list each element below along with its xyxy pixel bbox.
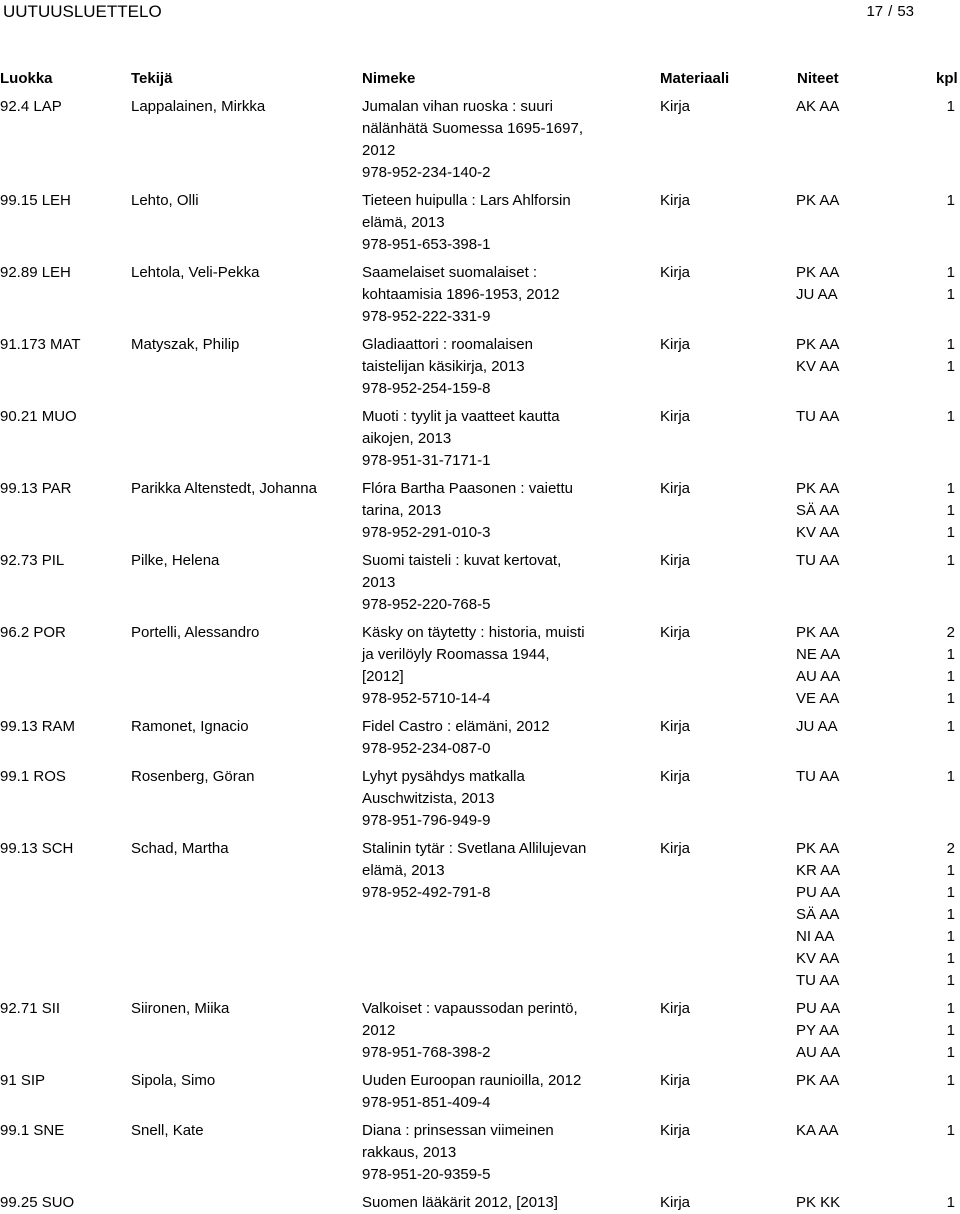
material: Kirja xyxy=(660,840,691,857)
catalog-row xyxy=(0,838,960,992)
title-line: 2012 xyxy=(362,1022,396,1039)
title-block xyxy=(362,406,647,472)
material: Kirja xyxy=(660,1072,691,1089)
title-block xyxy=(362,550,647,616)
title-line: tarina, 2013 xyxy=(362,502,442,519)
classification: 99.25 SUO xyxy=(0,1194,75,1211)
holding-count: 1 xyxy=(946,1072,955,1089)
author: Snell, Kate xyxy=(131,1122,204,1139)
catalog-list xyxy=(0,96,960,1214)
current-page: 17 xyxy=(866,3,884,20)
holding-location: NE AA xyxy=(796,646,841,663)
holdings-quantities xyxy=(940,1070,955,1092)
classification: 99.13 PAR xyxy=(0,480,72,497)
author: Portelli, Alessandro xyxy=(131,624,260,641)
title-line: 978-951-653-398-1 xyxy=(362,236,491,253)
material: Kirja xyxy=(660,480,691,497)
holding-count: 1 xyxy=(946,718,955,735)
holding-location: SÄ AA xyxy=(796,502,840,519)
holding-count: 1 xyxy=(946,502,955,519)
catalog-row xyxy=(0,1070,960,1114)
holdings-locations xyxy=(796,334,839,378)
material: Kirja xyxy=(660,408,691,425)
title-block xyxy=(362,1120,647,1186)
holdings-quantities xyxy=(940,96,955,118)
title-block xyxy=(362,478,647,544)
title-block xyxy=(362,716,647,760)
author: Lehtola, Veli-Pekka xyxy=(131,264,260,281)
holding-location: KV AA xyxy=(796,524,840,541)
holding-count: 1 xyxy=(946,884,955,901)
holding-count: 1 xyxy=(946,768,955,785)
column-header-material: Materiaali xyxy=(660,70,730,87)
title-line: Fidel Castro : elämäni, 2012 xyxy=(362,718,550,735)
title-block xyxy=(362,190,647,256)
title-line: 978-951-851-409-4 xyxy=(362,1094,491,1111)
title-line: 978-951-796-949-9 xyxy=(362,812,491,829)
holding-count: 1 xyxy=(946,286,955,303)
holding-count: 1 xyxy=(946,690,955,707)
holding-location: PK AA xyxy=(796,336,840,353)
classification: 91.173 MAT xyxy=(0,336,81,353)
holdings-locations xyxy=(796,1120,839,1142)
holdings-quantities xyxy=(940,190,955,212)
catalog-row xyxy=(0,998,960,1064)
holding-location: SÄ AA xyxy=(796,906,840,923)
author: Rosenberg, Göran xyxy=(131,768,255,785)
holding-location: TU AA xyxy=(796,408,840,425)
holdings-quantities xyxy=(940,766,955,788)
holding-location: PK AA xyxy=(796,1072,840,1089)
classification: 92.71 SII xyxy=(0,1000,61,1017)
column-header-title: Nimeke xyxy=(362,70,416,87)
holding-count: 1 xyxy=(946,552,955,569)
title-line: Tieteen huipulla : Lars Ahlforsin xyxy=(362,192,571,209)
title-line: Käsky on täytetty : historia, muisti xyxy=(362,624,585,641)
holding-location: NI AA xyxy=(796,928,835,945)
holdings-quantities xyxy=(940,478,955,544)
material: Kirja xyxy=(660,718,691,735)
holding-count: 1 xyxy=(946,646,955,663)
title-line: aikojen, 2013 xyxy=(362,430,452,447)
holdings-locations xyxy=(796,622,840,710)
material: Kirja xyxy=(660,98,691,115)
holding-count: 1 xyxy=(946,862,955,879)
title-line: [2012] xyxy=(362,668,404,685)
holding-location: TU AA xyxy=(796,768,840,785)
holdings-quantities xyxy=(940,838,955,992)
holding-location: TU AA xyxy=(796,972,840,989)
holdings-quantities xyxy=(940,1120,955,1142)
title-line: 978-952-254-159-8 xyxy=(362,380,491,397)
classification: 99.1 SNE xyxy=(0,1122,65,1139)
column-header-qty: kpl xyxy=(936,70,958,87)
holdings-locations xyxy=(796,406,839,428)
classification: 96.2 POR xyxy=(0,624,66,641)
holding-location: JU AA xyxy=(796,718,838,735)
holding-count: 2 xyxy=(946,624,955,641)
holding-count: 2 xyxy=(946,840,955,857)
holdings-locations xyxy=(796,1192,840,1214)
title-line: 978-952-234-087-0 xyxy=(362,740,491,757)
author: Sipola, Simo xyxy=(131,1072,216,1089)
page-title: UUTUUSLUETTELO xyxy=(3,2,162,21)
author: Lappalainen, Mirkka xyxy=(131,98,266,115)
title-line: elämä, 2013 xyxy=(362,214,445,231)
title-line: kohtaamisia 1896-1953, 2012 xyxy=(362,286,560,303)
classification: 99.13 RAM xyxy=(0,718,76,735)
author: Schad, Martha xyxy=(131,840,229,857)
holding-location: PK AA xyxy=(796,264,840,281)
holding-count: 1 xyxy=(946,480,955,497)
holding-location: KV AA xyxy=(796,950,840,967)
holding-count: 1 xyxy=(946,358,955,375)
catalog-row xyxy=(0,478,960,544)
holding-count: 1 xyxy=(946,1000,955,1017)
holding-count: 1 xyxy=(946,1044,955,1061)
holding-location: PK AA xyxy=(796,480,840,497)
author: Parikka Altenstedt, Johanna xyxy=(131,480,317,497)
title-line: 978-952-492-791-8 xyxy=(362,884,491,901)
title-line: Jumalan vihan ruoska : suuri xyxy=(362,98,553,115)
holding-location: AU AA xyxy=(796,668,841,685)
holding-location: AK AA xyxy=(796,98,840,115)
holding-count: 1 xyxy=(946,192,955,209)
material: Kirja xyxy=(660,1000,691,1017)
title-line: Gladiaattori : roomalaisen xyxy=(362,336,533,353)
holding-location: VE AA xyxy=(796,690,840,707)
holdings-locations xyxy=(796,1070,839,1092)
material: Kirja xyxy=(660,1194,691,1211)
catalog-row xyxy=(0,334,960,400)
holdings-locations xyxy=(796,838,840,992)
holding-location: TU AA xyxy=(796,552,840,569)
catalog-row xyxy=(0,190,960,256)
title-block xyxy=(362,622,647,710)
material: Kirja xyxy=(660,768,691,785)
author: Siironen, Miika xyxy=(131,1000,230,1017)
catalog-row xyxy=(0,622,960,710)
column-header-notes: Niteet xyxy=(797,70,839,87)
page-indicator xyxy=(866,2,914,22)
title-block xyxy=(362,1070,647,1114)
title-block xyxy=(362,96,647,184)
catalog-row xyxy=(0,766,960,832)
title-line: Suomen lääkärit 2012, [2013] xyxy=(362,1194,558,1211)
title-line: Flóra Bartha Paasonen : vaiettu xyxy=(362,480,573,497)
classification: 92.73 PIL xyxy=(0,552,65,569)
holding-count: 1 xyxy=(946,906,955,923)
classification: 90.21 MUO xyxy=(0,408,77,425)
title-line: 978-952-291-010-3 xyxy=(362,524,491,541)
holdings-locations xyxy=(796,478,839,544)
holdings-locations xyxy=(796,190,839,212)
title-line: 978-952-234-140-2 xyxy=(362,164,491,181)
holding-count: 1 xyxy=(946,972,955,989)
title-block xyxy=(362,766,647,832)
catalog-row xyxy=(0,406,960,472)
catalog-row xyxy=(0,1120,960,1186)
title-line: Muoti : tyylit ja vaatteet kautta xyxy=(362,408,560,425)
holdings-quantities xyxy=(940,334,955,378)
title-line: Stalinin tytär : Svetlana Allilujevan xyxy=(362,840,587,857)
holding-count: 1 xyxy=(946,264,955,281)
holding-location: JU AA xyxy=(796,286,838,303)
author: Pilke, Helena xyxy=(131,552,220,569)
column-header-class: Luokka xyxy=(0,70,53,87)
title-line: taistelijan käsikirja, 2013 xyxy=(362,358,525,375)
catalog-row xyxy=(0,716,960,760)
holdings-quantities xyxy=(940,262,955,306)
material: Kirja xyxy=(660,192,691,209)
classification: 92.89 LEH xyxy=(0,264,71,281)
holdings-locations xyxy=(796,96,839,118)
holding-count: 1 xyxy=(946,668,955,685)
total-pages: 53 xyxy=(897,3,914,20)
column-header-author: Tekijä xyxy=(131,70,173,87)
classification: 99.15 LEH xyxy=(0,192,71,209)
holdings-locations xyxy=(796,262,839,306)
title-line: Suomi taisteli : kuvat kertovat, xyxy=(362,552,562,569)
title-block xyxy=(362,838,647,904)
holdings-locations xyxy=(796,766,839,788)
holding-location: PK KK xyxy=(796,1194,841,1211)
material: Kirja xyxy=(660,552,691,569)
title-block xyxy=(362,334,647,400)
title-block xyxy=(362,262,647,328)
author: Lehto, Olli xyxy=(131,192,199,209)
holdings-locations xyxy=(796,998,840,1064)
holdings-quantities xyxy=(940,406,955,428)
title-line: 2012 xyxy=(362,142,396,159)
title-line: Uuden Euroopan raunioilla, 2012 xyxy=(362,1072,582,1089)
classification: 99.1 ROS xyxy=(0,768,66,785)
holding-location: AU AA xyxy=(796,1044,841,1061)
title-line: Saamelaiset suomalaiset : xyxy=(362,264,538,281)
holding-location: KA AA xyxy=(796,1122,839,1139)
holdings-quantities xyxy=(940,1192,955,1214)
catalog-row xyxy=(0,96,960,184)
holdings-quantities xyxy=(940,716,955,738)
holding-count: 1 xyxy=(946,928,955,945)
holdings-quantities xyxy=(940,998,955,1064)
holdings-locations xyxy=(796,716,838,738)
title-line: 978-952-5710-14-4 xyxy=(362,690,491,707)
holding-location: PU AA xyxy=(796,884,841,901)
holding-count: 1 xyxy=(946,98,955,115)
classification: 99.13 SCH xyxy=(0,840,74,857)
title-line: Auschwitzista, 2013 xyxy=(362,790,495,807)
holding-location: PK AA xyxy=(796,624,840,641)
title-line: 978-952-222-331-9 xyxy=(362,308,491,325)
material: Kirja xyxy=(660,336,691,353)
title-line: Valkoiset : vapaussodan perintö, xyxy=(362,1000,578,1017)
author: Matyszak, Philip xyxy=(131,336,240,353)
column-header-row xyxy=(0,68,960,90)
holding-location: PY AA xyxy=(796,1022,840,1039)
title-line: 978-951-31-7171-1 xyxy=(362,452,491,469)
classification: 92.4 LAP xyxy=(0,98,62,115)
title-line: Lyhyt pysähdys matkalla xyxy=(362,768,525,785)
material: Kirja xyxy=(660,1122,691,1139)
material: Kirja xyxy=(660,624,691,641)
catalog-row xyxy=(0,262,960,328)
title-block xyxy=(362,998,647,1064)
holding-location: PK AA xyxy=(796,192,840,209)
author: Ramonet, Ignacio xyxy=(131,718,249,735)
holdings-locations xyxy=(796,550,839,572)
title-block xyxy=(362,1192,647,1214)
classification: 91 SIP xyxy=(0,1072,46,1089)
title-line: 978-951-20-9359-5 xyxy=(362,1166,491,1183)
holding-count: 1 xyxy=(946,950,955,967)
title-line: 978-951-768-398-2 xyxy=(362,1044,491,1061)
holding-count: 1 xyxy=(946,1022,955,1039)
holding-location: KR AA xyxy=(796,862,841,879)
material: Kirja xyxy=(660,264,691,281)
holding-count: 1 xyxy=(946,1194,955,1211)
holding-count: 1 xyxy=(946,1122,955,1139)
holding-location: KV AA xyxy=(796,358,840,375)
title-line: rakkaus, 2013 xyxy=(362,1144,457,1161)
page-separator: / xyxy=(888,3,893,20)
holding-count: 1 xyxy=(946,336,955,353)
holding-location: PU AA xyxy=(796,1000,841,1017)
holding-count: 1 xyxy=(946,524,955,541)
title-line: ja verilöyly Roomassa 1944, xyxy=(362,646,550,663)
holding-location: PK AA xyxy=(796,840,840,857)
title-line: elämä, 2013 xyxy=(362,862,445,879)
title-line: Diana : prinsessan viimeinen xyxy=(362,1122,554,1139)
holdings-quantities xyxy=(940,550,955,572)
catalog-row xyxy=(0,550,960,616)
title-line: 2013 xyxy=(362,574,396,591)
catalog-row xyxy=(0,1192,960,1214)
holdings-quantities xyxy=(940,622,955,710)
title-line: 978-952-220-768-5 xyxy=(362,596,491,613)
holding-count: 1 xyxy=(946,408,955,425)
title-line: nälänhätä Suomessa 1695-1697, xyxy=(362,120,584,137)
